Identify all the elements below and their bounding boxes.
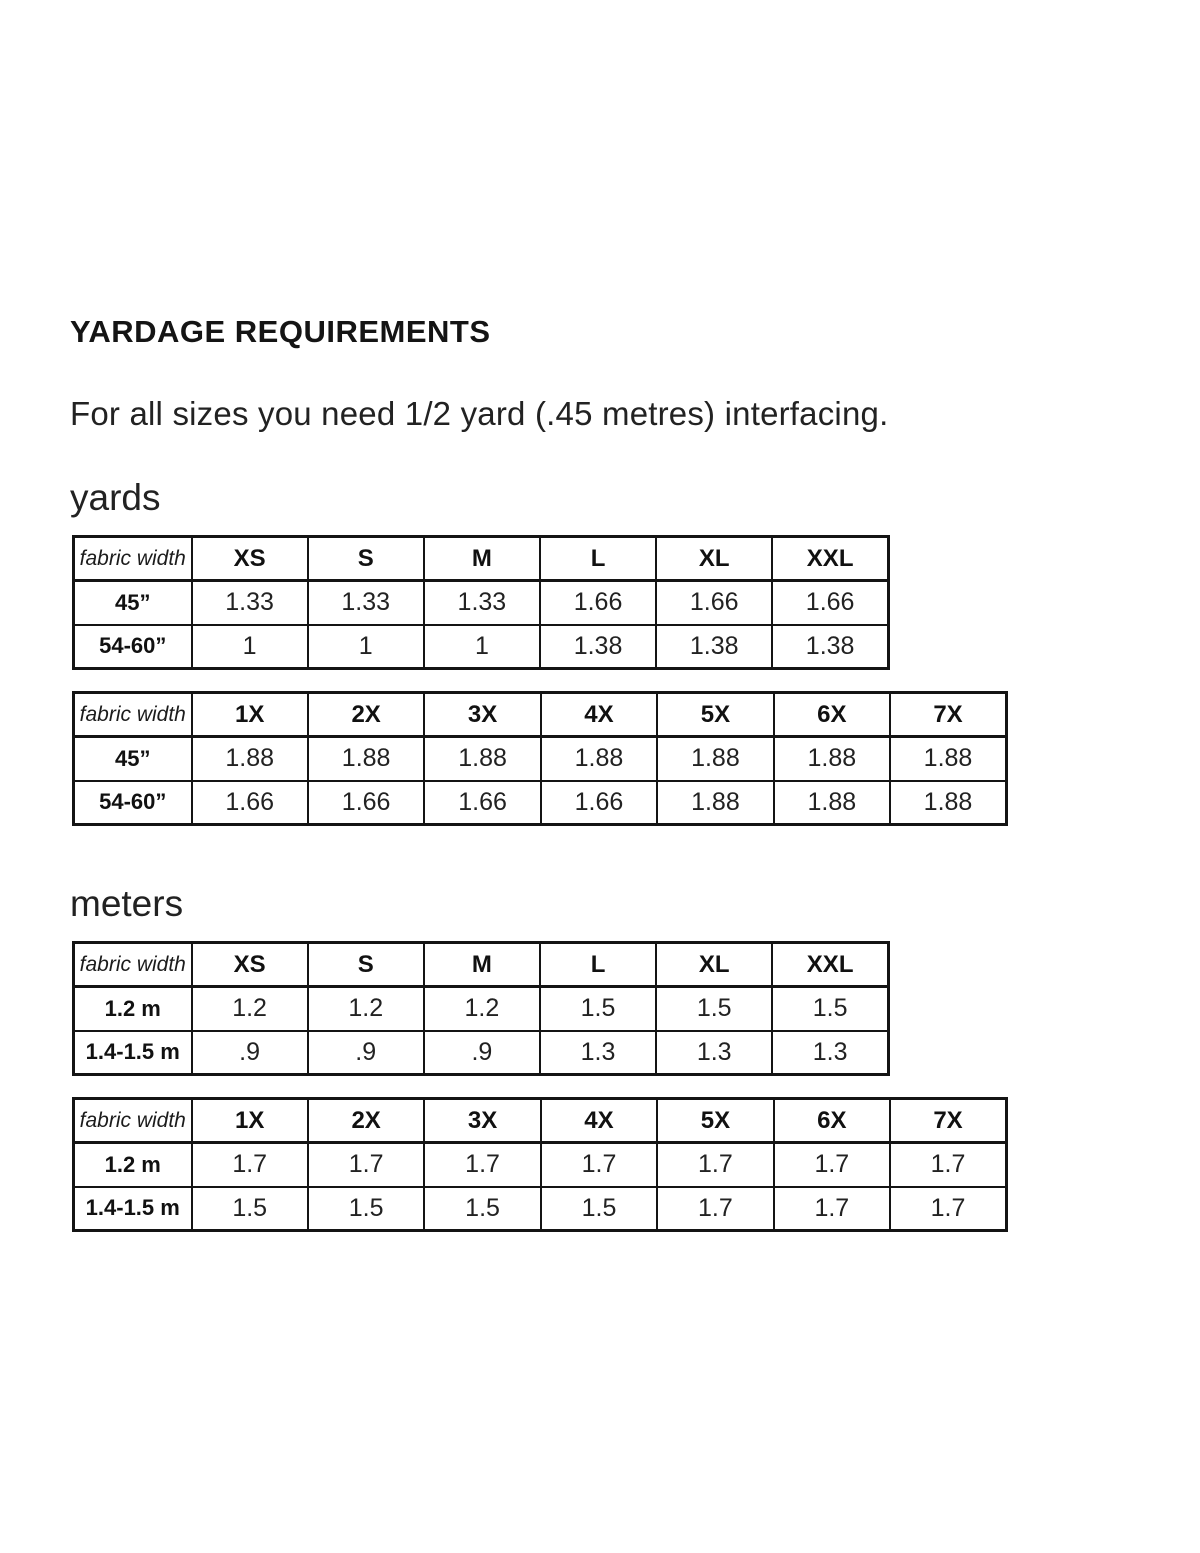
- yardage-value-cell: 1.5: [192, 1187, 308, 1231]
- size-column-header: 5X: [657, 693, 773, 737]
- fabric-width-row-label: 1.4-1.5 m: [74, 1187, 192, 1231]
- size-column-header: M: [424, 537, 540, 581]
- fabric-width-label: fabric width: [74, 537, 192, 581]
- yardage-value-cell: 1.7: [192, 1143, 308, 1187]
- yardage-value-cell: 1.7: [541, 1143, 657, 1187]
- fabric-width-row-label: 1.2 m: [74, 987, 192, 1031]
- yardage-value-cell: 1.2: [424, 987, 540, 1031]
- yardage-value-cell: 1.7: [774, 1143, 890, 1187]
- yardage-value-cell: 1.88: [424, 737, 540, 781]
- yardage-section: [70, 477, 1160, 826]
- yardage-value-cell: 1.7: [657, 1143, 773, 1187]
- table-header-row: [74, 537, 889, 581]
- yardage-value-cell: 1.33: [192, 581, 308, 625]
- section-heading: yards: [70, 477, 161, 518]
- fabric-width-label: fabric width: [74, 1099, 192, 1143]
- table-row: [74, 781, 1007, 825]
- size-column-header: 6X: [774, 693, 890, 737]
- size-column-header: 1X: [192, 693, 308, 737]
- fabric-width-row-label: 54-60”: [74, 781, 192, 825]
- size-column-header: S: [308, 537, 424, 581]
- yardage-value-cell: 1.5: [541, 1187, 657, 1231]
- yardage-value-cell: 1.3: [772, 1031, 888, 1075]
- yardage-value-cell: 1.88: [541, 737, 657, 781]
- fabric-width-row-label: 1.4-1.5 m: [74, 1031, 192, 1075]
- intro-text: For all sizes you need 1/2 yard (.45 metres) interfacing.: [70, 395, 889, 432]
- yardage-value-cell: 1.7: [774, 1187, 890, 1231]
- yardage-value-cell: 1.5: [424, 1187, 540, 1231]
- size-column-header: XXL: [772, 537, 888, 581]
- yardage-value-cell: 1.88: [774, 737, 890, 781]
- yardage-value-cell: .9: [192, 1031, 308, 1075]
- size-column-header: 1X: [192, 1099, 308, 1143]
- page-title: YARDAGE REQUIREMENTS: [70, 314, 491, 349]
- yardage-value-cell: 1.66: [192, 781, 308, 825]
- yardage-value-cell: 1.7: [424, 1143, 540, 1187]
- size-column-header: XXL: [772, 943, 888, 987]
- yardage-table: [72, 941, 890, 1076]
- yardage-value-cell: 1.88: [657, 781, 773, 825]
- yardage-value-cell: 1.38: [656, 625, 772, 669]
- yardage-value-cell: 1.2: [192, 987, 308, 1031]
- yardage-value-cell: .9: [424, 1031, 540, 1075]
- size-column-header: 6X: [774, 1099, 890, 1143]
- size-column-header: 7X: [890, 1099, 1006, 1143]
- yardage-value-cell: 1.88: [308, 737, 424, 781]
- size-column-header: XL: [656, 537, 772, 581]
- yardage-value-cell: 1.5: [772, 987, 888, 1031]
- yardage-section: [70, 883, 1160, 1232]
- yardage-value-cell: 1.38: [540, 625, 656, 669]
- yardage-value-cell: 1.5: [540, 987, 656, 1031]
- yardage-value-cell: 1.7: [890, 1143, 1006, 1187]
- yardage-value-cell: 1.38: [772, 625, 888, 669]
- yardage-value-cell: 1.2: [308, 987, 424, 1031]
- fabric-width-row-label: 1.2 m: [74, 1143, 192, 1187]
- yardage-value-cell: 1.5: [308, 1187, 424, 1231]
- yardage-table: [72, 691, 1008, 826]
- size-column-header: 3X: [424, 693, 540, 737]
- table-row: [74, 625, 889, 669]
- yardage-value-cell: 1.33: [424, 581, 540, 625]
- fabric-width-row-label: 45”: [74, 737, 192, 781]
- yardage-value-cell: 1.7: [657, 1187, 773, 1231]
- yardage-value-cell: 1: [192, 625, 308, 669]
- yardage-value-cell: 1: [308, 625, 424, 669]
- table-header-row: [74, 693, 1007, 737]
- table-row: [74, 1187, 1007, 1231]
- table-row: [74, 581, 889, 625]
- size-column-header: M: [424, 943, 540, 987]
- yardage-table: [72, 1097, 1008, 1232]
- yardage-value-cell: 1.66: [772, 581, 888, 625]
- size-column-header: 5X: [657, 1099, 773, 1143]
- yardage-value-cell: 1.88: [890, 781, 1006, 825]
- yardage-value-cell: 1.66: [308, 781, 424, 825]
- yardage-value-cell: 1.66: [656, 581, 772, 625]
- table-header-row: [74, 1099, 1007, 1143]
- size-column-header: 3X: [424, 1099, 540, 1143]
- yardage-value-cell: 1.3: [540, 1031, 656, 1075]
- size-column-header: S: [308, 943, 424, 987]
- table-row: [74, 987, 889, 1031]
- yardage-value-cell: .9: [308, 1031, 424, 1075]
- size-column-header: L: [540, 537, 656, 581]
- sections-container: [70, 477, 1160, 1232]
- yardage-value-cell: 1.7: [308, 1143, 424, 1187]
- yardage-value-cell: 1.5: [656, 987, 772, 1031]
- table-header-row: [74, 943, 889, 987]
- size-column-header: 4X: [541, 693, 657, 737]
- yardage-value-cell: 1.33: [308, 581, 424, 625]
- fabric-width-label: fabric width: [74, 943, 192, 987]
- yardage-value-cell: 1.88: [657, 737, 773, 781]
- fabric-width-row-label: 54-60”: [74, 625, 192, 669]
- fabric-width-label: fabric width: [74, 693, 192, 737]
- table-row: [74, 1143, 1007, 1187]
- fabric-width-row-label: 45”: [74, 581, 192, 625]
- size-column-header: L: [540, 943, 656, 987]
- size-column-header: XL: [656, 943, 772, 987]
- yardage-value-cell: 1.7: [890, 1187, 1006, 1231]
- size-column-header: XS: [192, 943, 308, 987]
- size-column-header: 7X: [890, 693, 1006, 737]
- yardage-value-cell: 1.66: [424, 781, 540, 825]
- yardage-value-cell: 1.3: [656, 1031, 772, 1075]
- section-heading: meters: [70, 883, 184, 924]
- yardage-value-cell: 1.88: [774, 781, 890, 825]
- yardage-table: [72, 535, 890, 670]
- yardage-value-cell: 1.66: [541, 781, 657, 825]
- table-row: [74, 737, 1007, 781]
- yardage-value-cell: 1: [424, 625, 540, 669]
- size-column-header: 2X: [308, 693, 424, 737]
- yardage-value-cell: 1.88: [192, 737, 308, 781]
- table-row: [74, 1031, 889, 1075]
- size-column-header: XS: [192, 537, 308, 581]
- yardage-value-cell: 1.88: [890, 737, 1006, 781]
- yardage-value-cell: 1.66: [540, 581, 656, 625]
- size-column-header: 2X: [308, 1099, 424, 1143]
- size-column-header: 4X: [541, 1099, 657, 1143]
